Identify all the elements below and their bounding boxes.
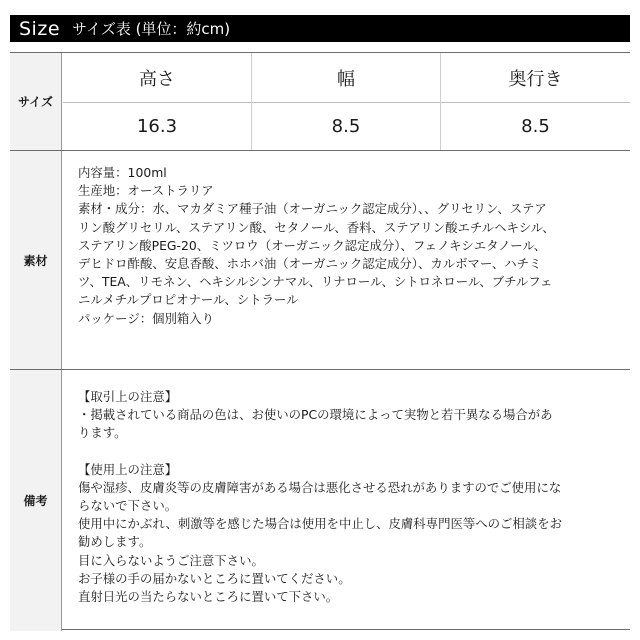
notes-spacer bbox=[78, 443, 626, 461]
notes-line: 目に入らないようご注意下さい。 bbox=[78, 552, 264, 568]
size-column-depth bbox=[441, 53, 630, 150]
notes-line: らないで下さい。 bbox=[78, 498, 178, 514]
size-column-width bbox=[252, 53, 441, 150]
notes-row-label: 備考 bbox=[10, 370, 62, 631]
notes-text bbox=[78, 388, 626, 606]
materials-line: ツ、TEA、リモネン、ヘキシルシンナマル、リナロール、シトロネロール、ブチルフェ bbox=[78, 274, 553, 290]
spec-table bbox=[10, 52, 630, 630]
size-title: Size bbox=[19, 17, 61, 40]
size-table bbox=[10, 53, 630, 150]
notes-line: ります。 bbox=[78, 425, 127, 441]
row-divider bbox=[10, 150, 630, 151]
row-divider bbox=[10, 369, 630, 370]
size-column-height bbox=[63, 53, 252, 150]
size-column-header: 幅 bbox=[252, 53, 440, 103]
size-column-header: 高さ bbox=[63, 53, 251, 103]
materials-line: 内容量：100ml bbox=[78, 165, 167, 180]
notes-line: 勧めします。 bbox=[78, 534, 152, 550]
size-header-bar bbox=[10, 15, 630, 42]
notes-line: 傷や湿疹、皮膚炎等の皮膚障害がある場合は悪化させる恐れがありますのでご使用にな bbox=[78, 479, 562, 495]
size-column-value: 16.3 bbox=[136, 116, 178, 137]
materials-line: パッケージ：個別箱入り bbox=[78, 310, 215, 326]
materials-line: 生産地：オーストラリア bbox=[78, 183, 214, 199]
materials-line: リン酸グリセリル、ステアリン酸、セタノール、香料、ステアリン酸エチルヘキシル、 bbox=[78, 219, 555, 235]
size-column-value: 8.5 bbox=[521, 116, 550, 137]
materials-line: 素材・成分：水、マカダミア種子油（オーガニック認定成分）、、グリセリン、ステア bbox=[78, 201, 547, 217]
notes-line: 直射日光の当たらないところに置いて下さい。 bbox=[78, 589, 339, 605]
materials-line: ステアリン酸PEG-20、ミツロウ（オーガニック認定成分）、フェノキシエタノール、 bbox=[78, 237, 547, 253]
size-column-value: 8.5 bbox=[331, 116, 361, 137]
size-column-header: 奥行き bbox=[441, 53, 630, 103]
size-row-label: サイズ bbox=[10, 53, 62, 150]
notes-line: ・掲載されている商品の色は、お使いのPCの環境によって実物と若干異なる場合があ bbox=[78, 407, 553, 423]
materials-text bbox=[78, 164, 626, 328]
notes-line: 【取引上の注意】 bbox=[78, 389, 178, 404]
size-subtitle: サイズ表 (単位：約cm) bbox=[72, 20, 231, 38]
materials-row-label: 素材 bbox=[10, 151, 62, 369]
notes-line: 使用中にかぶれ、刺激等を感じた場合は使用を中止し、皮膚科専門医等へのご相談をお bbox=[78, 516, 562, 532]
materials-line: ニルメチルプロピオナール、シトラール bbox=[78, 292, 299, 308]
notes-line: お子様の手の届かないところに置いてください。 bbox=[78, 570, 351, 586]
notes-line: 【使用上の注意】 bbox=[78, 461, 178, 477]
materials-line: デヒドロ酢酸、安息香酸、ホホバ油（オーガニック認定成分）、カルボマー、ハチミ bbox=[78, 256, 542, 272]
